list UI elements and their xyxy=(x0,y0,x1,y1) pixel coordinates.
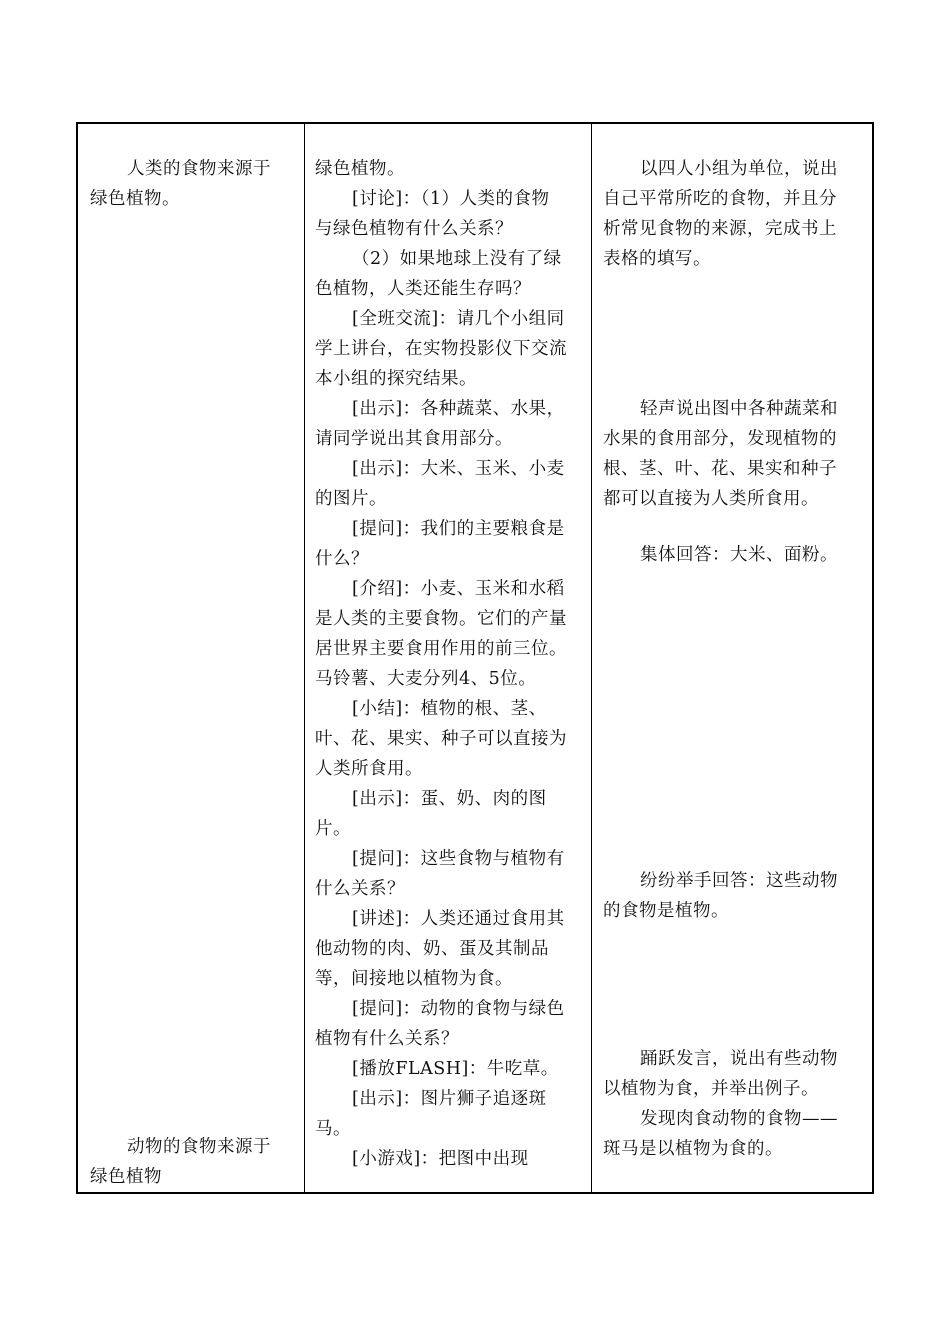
text-line: 马铃薯、大麦分列4、5位。 xyxy=(315,669,537,689)
text-line: 都可以直接为人类所食用。 xyxy=(603,489,819,509)
text-line: 片。 xyxy=(315,819,351,839)
text-line: [出示]：图片狮子追逐斑 xyxy=(352,1089,547,1109)
text-line: [介绍]：小麦、玉米和水稻 xyxy=(352,579,565,599)
text-line: 纷纷举手回答：这些动物 xyxy=(640,871,838,891)
text-line: 动物的食物来源于 xyxy=(127,1137,271,1157)
content-cell-topic-1 xyxy=(90,154,296,214)
text-line: （2）如果地球上没有了绿 xyxy=(352,249,562,269)
column-divider xyxy=(304,124,305,1192)
text-line: [出示]：各种蔬菜、水果， xyxy=(352,399,565,419)
text-line: 是人类的主要食物。它们的产量 xyxy=(315,609,567,629)
text-line: 以植物为食，并举出例子。 xyxy=(603,1079,819,1099)
text-line: 绿色植物。 xyxy=(90,189,180,209)
text-line: 发现肉食动物的食物—— xyxy=(640,1109,838,1129)
text-line: 请同学说出其食用部分。 xyxy=(315,429,513,449)
text-line: 植物有什么关系？ xyxy=(315,1029,459,1049)
text-line: 本小组的探究结果。 xyxy=(315,369,477,389)
text-line: 学上讲台，在实物投影仪下交流 xyxy=(315,339,567,359)
text-line: 的图片。 xyxy=(315,489,387,509)
text-line: 等，间接地以植物为食。 xyxy=(315,969,513,989)
text-line: 与绿色植物有什么关系？ xyxy=(315,219,513,239)
text-line: 人类所食用。 xyxy=(315,759,423,779)
text-line: 什么关系？ xyxy=(315,879,405,899)
text-line: 绿色植物 xyxy=(90,1167,162,1187)
text-line: 马。 xyxy=(315,1119,351,1139)
text-line: 的食物是植物。 xyxy=(603,901,729,921)
text-line: 踊跃发言，说出有些动物 xyxy=(640,1049,838,1069)
text-line: [出示]：大米、玉米、小麦 xyxy=(352,459,565,479)
text-line: 叶、花、果实、种子可以直接为 xyxy=(315,729,567,749)
text-line: 根、茎、叶、花、果实和种子 xyxy=(603,459,837,479)
text-line: [全班交流]：请几个小组同 xyxy=(352,309,565,329)
text-line: [小结]：植物的根、茎、 xyxy=(352,699,547,719)
student-activity-block-3 xyxy=(603,540,865,570)
student-activity-block-1 xyxy=(603,154,865,274)
text-line: 绿色植物。 xyxy=(315,159,405,179)
lesson-table xyxy=(76,122,874,1194)
text-line: 什么？ xyxy=(315,549,369,569)
text-line: 水果的食用部分，发现植物的 xyxy=(603,429,837,449)
text-line: [提问]：我们的主要粮食是 xyxy=(352,519,565,539)
text-line: 人类的食物来源于 xyxy=(127,159,271,179)
text-line: 自己平常所吃的食物，并且分 xyxy=(603,189,837,209)
text-line: 色植物，人类还能生存吗？ xyxy=(315,279,531,299)
text-line: 居世界主要食用作用的前三位。 xyxy=(315,639,567,659)
column-divider xyxy=(591,124,592,1192)
text-line: 以四人小组为单位，说出 xyxy=(640,159,838,179)
student-activity-block-4 xyxy=(603,866,865,926)
text-line: 斑马是以植物为食的。 xyxy=(603,1139,783,1159)
text-line: 析常见食物的来源，完成书上 xyxy=(603,219,837,239)
text-line: 轻声说出图中各种蔬菜和 xyxy=(640,399,838,419)
text-line: [提问]：动物的食物与绿色 xyxy=(352,999,565,1019)
text-line: [小游戏]：把图中出现 xyxy=(352,1149,529,1169)
text-line: [讨论]：（1）人类的食物 xyxy=(352,189,550,209)
text-line: 集体回答：大米、面粉。 xyxy=(640,545,838,565)
content-cell-topic-2 xyxy=(90,1132,296,1192)
text-line: [提问]：这些食物与植物有 xyxy=(352,849,565,869)
text-line: [播放FLASH]：牛吃草。 xyxy=(352,1059,559,1079)
text-line: [出示]：蛋、奶、肉的图 xyxy=(352,789,547,809)
teacher-activity-cell xyxy=(315,154,585,1174)
text-line: [讲述]：人类还通过食用其 xyxy=(352,909,565,929)
text-line: 表格的填写。 xyxy=(603,249,711,269)
text-line: 他动物的肉、奶、蛋及其制品 xyxy=(315,939,549,959)
student-activity-block-5 xyxy=(603,1044,865,1164)
student-activity-block-2 xyxy=(603,394,865,514)
